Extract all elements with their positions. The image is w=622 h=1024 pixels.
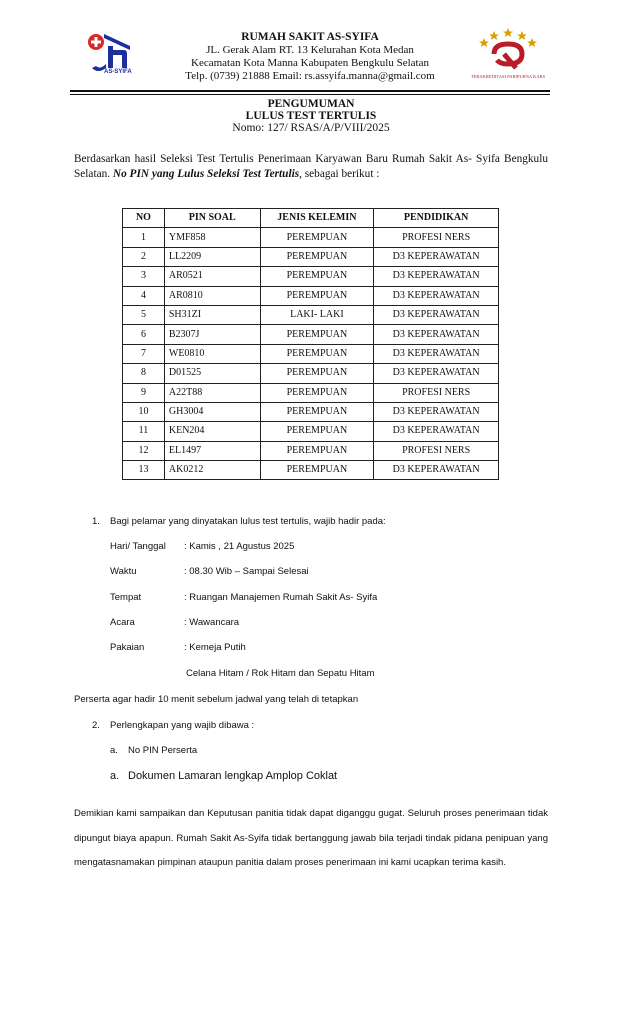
cell-education: D3 KEPERAWATAN: [374, 422, 499, 441]
cell-pin: KEN204: [164, 422, 260, 441]
cell-education: D3 KEPERAWATAN: [374, 325, 499, 344]
cell-no: 1: [123, 228, 165, 247]
hospital-logo: [84, 28, 136, 80]
header-divider-thin: [70, 94, 550, 95]
cell-pin: LL2209: [164, 247, 260, 266]
item-2-number: 2.: [92, 720, 100, 731]
table-row: [123, 247, 499, 266]
value-attire: : Kemeja Putih: [184, 642, 246, 653]
document-number: Nomo: 127/ RSAS/A/P/VIII/2025: [232, 122, 390, 134]
label-time: Waktu: [110, 566, 137, 577]
cell-no: 5: [123, 305, 165, 324]
cell-no: 11: [123, 422, 165, 441]
cell-education: PROFESI NERS: [374, 441, 499, 460]
cell-pin: EL1497: [164, 441, 260, 460]
cell-no: 9: [123, 383, 165, 402]
cell-education: PROFESI NERS: [374, 383, 499, 402]
cell-pin: GH3004: [164, 402, 260, 421]
item-1-text: Bagi pelamar yang dinyatakan lulus test tertulis, wajib hadir pada:: [110, 516, 386, 527]
cell-gender: PEREMPUAN: [260, 286, 374, 305]
attendance-note: Perserta agar hadir 10 menit sebelum jadwal yang telah di tetapkan: [74, 694, 359, 705]
cell-pin: SH31ZI: [164, 305, 260, 324]
cell-no: 13: [123, 461, 165, 480]
cell-pin: YMF858: [164, 228, 260, 247]
cell-gender: PEREMPUAN: [260, 344, 374, 363]
address-line-1: JL. Gerak Alam RT. 13 Kelurahan Kota Medan: [206, 44, 414, 56]
header-divider-thick: [70, 90, 550, 92]
header-no: NO: [123, 209, 165, 228]
contact-line: Telp. (0739) 21888 Email: rs.assyifa.manna@gmail.com: [185, 70, 435, 82]
table-row: [123, 228, 499, 247]
cell-gender: PEREMPUAN: [260, 325, 374, 344]
equipment-item-1: No PIN Perserta: [128, 745, 198, 756]
table-row: [123, 344, 499, 363]
cell-education: D3 KEPERAWATAN: [374, 364, 499, 383]
logo-caption: AS-SYIFA: [104, 69, 132, 75]
item-1-number: 1.: [92, 516, 100, 527]
cell-education: D3 KEPERAWATAN: [374, 344, 499, 363]
header-gender: JENIS KELEMIN: [260, 209, 374, 228]
item-2-text: Perlengkapan yang wajib dibawa :: [110, 720, 255, 731]
cell-gender: PEREMPUAN: [260, 364, 374, 383]
value-date: : Kamis , 21 Agustus 2025: [184, 541, 295, 552]
hospital-name: RUMAH SAKIT AS-SYIFA: [241, 31, 379, 43]
cell-education: D3 KEPERAWATAN: [374, 247, 499, 266]
table-row: [123, 267, 499, 286]
table-row: [123, 422, 499, 441]
intro-text: Berdasarkan hasil Seleksi Test Tertulis Penerimaan Karyawan Baru Rumah Sakit As- Syifa Bengkulu Selatan.: [74, 153, 548, 180]
table-row: [123, 441, 499, 460]
accreditation-caption: TERAKREDITASI PARIPURNA KARS: [470, 74, 546, 79]
cell-gender: PEREMPUAN: [260, 267, 374, 286]
table-header-row: [123, 209, 499, 228]
table-body: [123, 228, 499, 480]
cell-education: D3 KEPERAWATAN: [374, 402, 499, 421]
cell-pin: B2307J: [164, 325, 260, 344]
cell-education: D3 KEPERAWATAN: [374, 461, 499, 480]
cell-pin: A22T88: [164, 383, 260, 402]
value-place: : Ruangan Manajemen Rumah Sakit As- Syifa: [184, 592, 378, 603]
cell-no: 2: [123, 247, 165, 266]
results-table: [122, 208, 499, 480]
intro-emphasis: No PIN yang Lulus Seleksi Test Tertulis: [112, 168, 300, 180]
header-education: PENDIDIKAN: [374, 209, 499, 228]
table-row: [123, 383, 499, 402]
cell-gender: LAKI- LAKI: [260, 305, 374, 324]
label-date: Hari/ Tanggal: [110, 541, 166, 552]
cell-education: D3 KEPERAWATAN: [374, 267, 499, 286]
cell-pin: AR0521: [164, 267, 260, 286]
cell-no: 10: [123, 402, 165, 421]
equipment-item-2: Dokumen Lamaran lengkap Amplop Coklat: [128, 770, 338, 782]
value-time: : 08.30 Wib – Sampai Selesai: [184, 566, 309, 577]
cell-no: 8: [123, 364, 165, 383]
cell-pin: AK0212: [164, 461, 260, 480]
cell-gender: PEREMPUAN: [260, 461, 374, 480]
table-row: [123, 286, 499, 305]
cell-gender: PEREMPUAN: [260, 247, 374, 266]
cell-no: 6: [123, 325, 165, 344]
cell-gender: PEREMPUAN: [260, 383, 374, 402]
cell-gender: PEREMPUAN: [260, 441, 374, 460]
cell-no: 4: [123, 286, 165, 305]
cell-education: PROFESI NERS: [374, 228, 499, 247]
value-event: : Wawancara: [184, 617, 240, 628]
equipment-marker-1: a.: [110, 745, 118, 756]
table-row: [123, 402, 499, 421]
accreditation-logo: [470, 24, 546, 84]
cell-no: 12: [123, 441, 165, 460]
table-row: [123, 461, 499, 480]
intro-paragraph: [74, 152, 548, 182]
table-row: [123, 325, 499, 344]
label-attire: Pakaian: [110, 642, 145, 653]
header-pin: PIN SOAL: [164, 209, 260, 228]
cell-pin: WE0810: [164, 344, 260, 363]
address-line-2: Kecamatan Kota Manna Kabupaten Bengkulu Selatan: [191, 57, 429, 69]
cell-education: D3 KEPERAWATAN: [374, 305, 499, 324]
cell-education: D3 KEPERAWATAN: [374, 286, 499, 305]
intro-text-end: , sebagai berikut :: [299, 168, 380, 180]
table-row: [123, 305, 499, 324]
cell-gender: PEREMPUAN: [260, 228, 374, 247]
table-row: [123, 364, 499, 383]
document-subtitle: LULUS TEST TERTULIS: [245, 110, 377, 122]
cell-no: 7: [123, 344, 165, 363]
cell-no: 3: [123, 267, 165, 286]
cell-gender: PEREMPUAN: [260, 402, 374, 421]
cell-pin: AR0810: [164, 286, 260, 305]
equipment-marker-2: a.: [110, 770, 120, 782]
document-title: PENGUMUMAN: [267, 98, 355, 110]
label-event: Acara: [110, 617, 135, 628]
label-place: Tempat: [110, 592, 142, 603]
cell-gender: PEREMPUAN: [260, 422, 374, 441]
value-attire-extra: Celana Hitam / Rok Hitam dan Sepatu Hitam: [186, 668, 375, 679]
closing-paragraph: Demikian kami sampaikan dan Keputusan panitia tidak dapat diganggu gugat. Seluruh proses penerimaan tidak dipungut biaya apapun. Rumah Sakit As-Syifa tidak bertanggung jawab bila terjadi tindak pidana penipuan yang mengatasnamakan pimpinan ataupun panitia dalam proses penerimaan ini kami ucapkan terima kasih.: [74, 808, 548, 868]
cell-pin: D01525: [164, 364, 260, 383]
